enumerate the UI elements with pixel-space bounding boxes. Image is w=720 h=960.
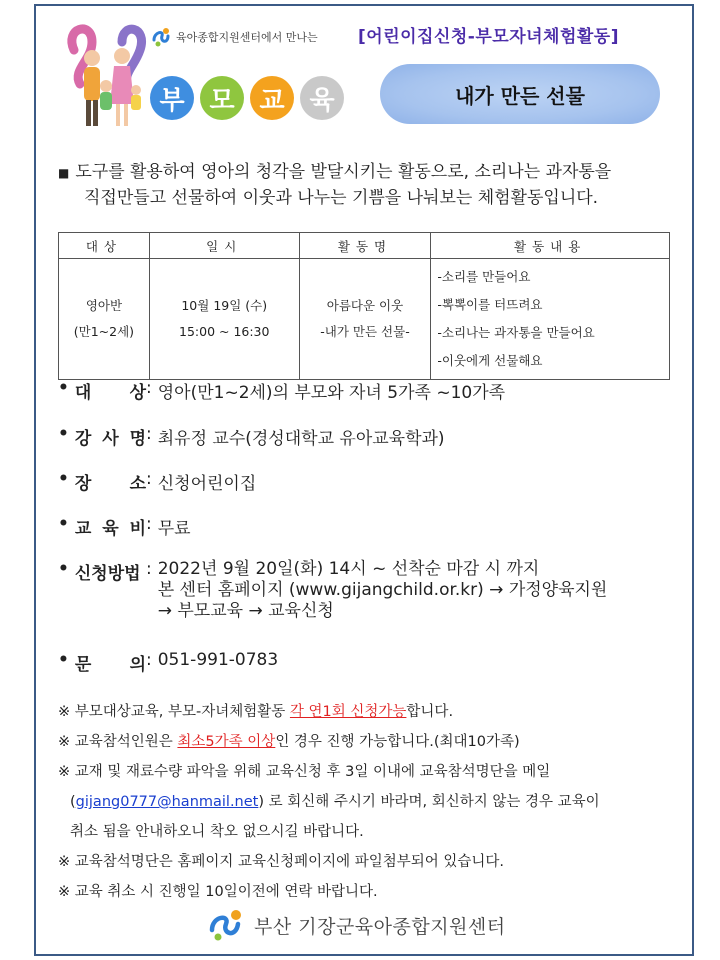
activity-item: -뽁뽁이를 터뜨려요 bbox=[437, 297, 543, 312]
tagline-text: 육아종합지원센터에서 만나는 bbox=[176, 31, 318, 44]
target-line-2: (만1~2세) bbox=[73, 324, 135, 339]
family-illustration bbox=[62, 20, 152, 132]
value-target: 영아(만1~2세)의 부모와 자녀 5가족 ~10가족 bbox=[157, 383, 506, 403]
program-title: 내가 만든 선물 bbox=[380, 64, 660, 124]
value-contact: 051-991-0783 bbox=[157, 650, 279, 670]
header-activity-name: 활동명 bbox=[299, 233, 431, 259]
parent-education-logo bbox=[150, 76, 344, 120]
email-link[interactable]: gijang0777@hanmail.net bbox=[75, 794, 259, 810]
value-place: 신청어린이집 bbox=[157, 474, 257, 494]
value-fee: 무료 bbox=[157, 519, 191, 539]
category-title: [어린이집신청-부모자녀체험활동] bbox=[358, 27, 620, 47]
header-datetime: 일시 bbox=[149, 233, 299, 259]
logo-circle-3: 교 bbox=[250, 76, 294, 120]
time-text: 15:00 ~ 16:30 bbox=[179, 324, 270, 339]
center-logo-icon bbox=[206, 908, 246, 942]
label-instructor: 강 사 명 bbox=[74, 429, 146, 449]
note-2-text: ※ 교육참석인원은 bbox=[58, 734, 178, 750]
note-2-end: 인 경우 진행 가능합니다.(최대10가족) bbox=[275, 734, 520, 750]
intro-text bbox=[58, 160, 688, 211]
target-line-1: 영아반 bbox=[85, 298, 123, 313]
info-apply: • 신청방법 : 2022년 9월 20일(화) 14시 ~ 선착순 마감 시 까지 본 센터 홈페이지 (www.gijangchild.or.kr) → 가정양육지원 → 부모교육 → 교육신청 bbox=[58, 559, 608, 621]
table-header-row bbox=[59, 233, 670, 259]
table-row bbox=[59, 259, 670, 380]
note-3-paren: ( bbox=[70, 794, 76, 810]
activity-item: -소리나는 과자통을 만들어요 bbox=[437, 325, 595, 340]
note-3-line-3: 취소 됨을 안내하오니 착오 없으시길 바랍니다. bbox=[70, 824, 364, 840]
activity-name-line-2: -내가 만든 선물- bbox=[320, 324, 410, 339]
info-instructor: • 강 사 명 : 최유정 교수(경성대학교 유아교육학과) bbox=[58, 424, 445, 449]
apply-line-1: 2022년 9월 20일(화) 14시 ~ 선착순 마감 시 까지 bbox=[157, 559, 540, 579]
note-2-highlight: 최소5가족 이상 bbox=[177, 734, 276, 750]
date-text: 10월 19일 (수) bbox=[181, 298, 268, 313]
apply-method bbox=[158, 559, 608, 622]
header-tagline bbox=[150, 26, 318, 48]
note-1-text: ※ 부모대상교육, 부모-자녀체험활동 bbox=[58, 704, 290, 720]
header-activity-content: 활동내용 bbox=[431, 233, 670, 259]
apply-line-3: → 부모교육 → 교육신청 bbox=[157, 601, 334, 621]
info-contact: • 문 의 : 051-991-0783 bbox=[58, 650, 279, 675]
schedule-table bbox=[58, 232, 670, 380]
cell-activity-name bbox=[299, 259, 431, 380]
footer-organization: 부산 기장군육아종합지원센터 bbox=[254, 915, 506, 938]
note-1 bbox=[58, 700, 453, 721]
cell-activities bbox=[431, 259, 670, 380]
activity-item: -소리를 만들어요 bbox=[437, 269, 531, 284]
logo-circle-1: 부 bbox=[150, 76, 194, 120]
intro-line-1: 도구를 활용하여 영아의 청각을 발달시키는 활동으로, 소리나는 과자통을 bbox=[75, 162, 612, 182]
logo-circle-4: 육 bbox=[300, 76, 344, 120]
info-target: • 대 상 : 영아(만1~2세)의 부모와 자녀 5가족 ~10가족 bbox=[58, 378, 506, 403]
info-fee: • 교 육 비 : 무료 bbox=[58, 514, 191, 539]
square-bullet-icon: ■ bbox=[58, 166, 70, 180]
note-2 bbox=[58, 730, 520, 751]
intro-line-2: 직접만들고 선물하여 이웃과 나누는 기쁨을 나눠보는 체험활동입니다. bbox=[84, 188, 599, 208]
cell-target bbox=[59, 259, 150, 380]
label-place: 장 소 bbox=[74, 474, 146, 494]
label-apply: 신청방법 bbox=[74, 564, 141, 584]
value-instructor: 최유정 교수(경성대학교 유아교육학과) bbox=[157, 429, 445, 449]
info-place: • 장 소 : 신청어린이집 bbox=[58, 469, 257, 494]
footer bbox=[206, 908, 506, 942]
logo-circle-2: 모 bbox=[200, 76, 244, 120]
note-3-rest: ) 로 회신해 주시기 바라며, 회신하지 않는 경우 교육이 bbox=[258, 794, 600, 810]
label-fee: 교 육 비 bbox=[74, 519, 146, 539]
note-4: ※ 교육참석명단은 홈페이지 교육신청페이지에 파일첨부되어 있습니다. bbox=[58, 854, 505, 870]
cell-datetime bbox=[149, 259, 299, 380]
note-3-line-2 bbox=[70, 790, 600, 811]
activity-item: -이웃에게 선물해요 bbox=[437, 353, 543, 368]
apply-line-2[interactable]: 본 센터 홈페이지 (www.gijangchild.or.kr) → 가정양육지원 bbox=[157, 580, 608, 600]
label-target: 대 상 bbox=[74, 383, 146, 403]
note-1-highlight: 각 연1회 신청가능 bbox=[289, 704, 407, 720]
center-logo-icon bbox=[150, 26, 172, 48]
label-contact: 문 의 bbox=[74, 655, 146, 675]
note-5: ※ 교육 취소 시 진행일 10일이전에 연락 바랍니다. bbox=[58, 884, 378, 900]
activity-name-line-1: 아름다운 이웃 bbox=[326, 298, 404, 313]
note-3-line-1: ※ 교재 및 재료수량 파악을 위해 교육신청 후 3일 이내에 교육참석명단을 메일 bbox=[58, 764, 551, 780]
note-1-end: 합니다. bbox=[406, 704, 454, 720]
header-target: 대상 bbox=[59, 233, 150, 259]
